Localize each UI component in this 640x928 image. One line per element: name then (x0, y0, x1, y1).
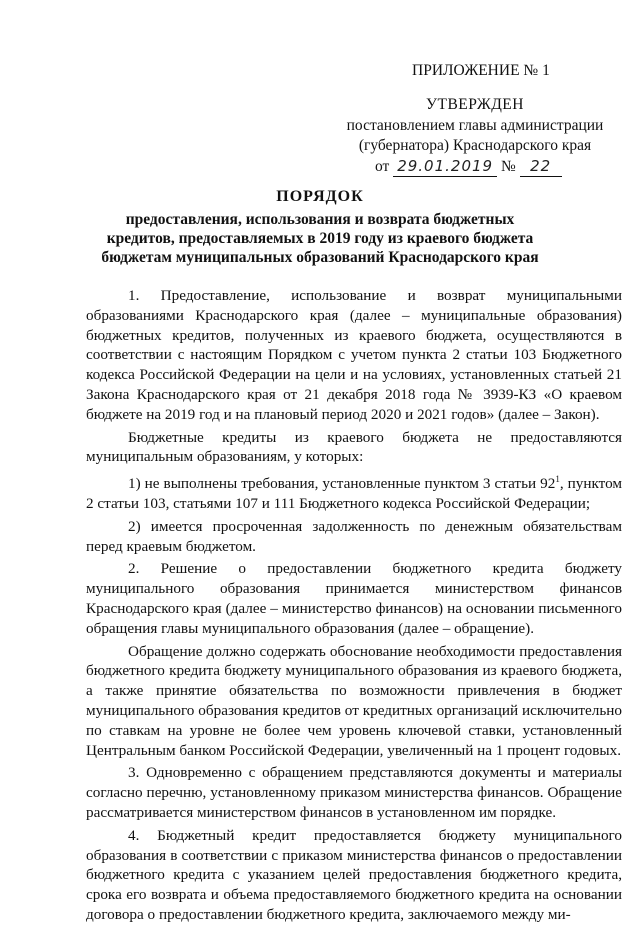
appendix-label: ПРИЛОЖЕНИЕ № 1 (412, 62, 550, 79)
paragraph-3 (86, 470, 622, 514)
handwritten-date: 29.01.2019 (393, 156, 497, 177)
paragraph-4: 2) имеется просроченная задолженность по денежным обязательствам перед краевым бюджетом. (86, 517, 622, 555)
approved-label: УТВЕРЖДЕН (426, 96, 524, 113)
paragraph-3-part-2: , пунктом 2 статьи 103, статьями 107 и 111 Бюджетного кодекса Российской Федерации; (86, 475, 622, 513)
subtitle-line-1: предоставления, использования и возврата бюджетных (125, 211, 515, 228)
title-block (90, 188, 550, 267)
approver-line-2: (губернатора) Краснодарского края (358, 137, 592, 154)
paragraph-2: Бюджетные кредиты из краевого бюджета не предоставляются муниципальным образованиям, у которых: (86, 428, 622, 466)
subtitle-line-3: бюджетам муниципальных образований Краснодарского края (101, 249, 539, 266)
number-label: № (500, 158, 516, 175)
paragraph-1: 1. Предоставление, использование и возврат муниципальными образованиями Краснодарского края (далее – муниципальные образования) бюджетных кредитов, полученных из краевого бюджета, осуществляются в соответствии с настоящим Порядком с учетом пункта 2 статьи 103 Бюджетного кодекса Российской Федерации на цели и на условиях, установленных статьей 21 Закона Краснодарского края от 21 декабря 2018 года № 3939-КЗ «О краевом бюджете на 2019 год и на плановый период 2020 и 2021 годов» (далее – Закон). (86, 287, 622, 423)
paragraph-3-part-1: 1) не выполнены требования, установленные пунктом 3 статьи 92 (128, 475, 556, 493)
approver-line-1: постановлением главы администрации (346, 117, 604, 134)
paragraph-5: 2. Решение о предоставлении бюджетного кредита бюджету муниципального образования принимается министерством финансов Краснодарского края (далее – министерство финансов) на основании письменного обращения главы муниципального образования (далее – обращение). (86, 560, 622, 637)
paragraph-8: 4. Бюджетный кредит предоставляется бюджету муниципального образования в соответствии с приказом министерства финансов о предоставлении бюджетного кредита с указанием целей предоставления бюджетного кредита, срока его возврата и объема предоставляемого бюджетного кредита на основании договора о предоставлении бюджетного кредита, заключаемого между ми- (86, 826, 622, 923)
superscript-1: 1 (555, 474, 560, 485)
date-number-line (340, 156, 610, 177)
document-title: ПОРЯДОК (276, 188, 364, 205)
body-text (86, 286, 622, 928)
paragraph-6: Обращение должно содержать обоснование необходимости предоставления бюджетного кредита бюджету муниципального образования из краевого бюджета, а также принятие обязательства по возможности привлечения в бюджет муниципального образования кредитов от кредитных организаций исключительно по ставкам на уровне не более чем уровень ключевой ставки, установленный Центральным банком Российской Федерации, увеличенный на 1 процент годовых. (86, 642, 622, 759)
subtitle-line-2: кредитов, предоставляемых в 2019 году из краевого бюджета (106, 230, 534, 247)
approval-block (340, 95, 610, 177)
from-label: от (375, 158, 390, 175)
paragraph-7: 3. Одновременно с обращением представляются документы и материалы согласно перечню, установленному приказом министерства финансов. Обращение рассматривается министерством финансов в установленном им порядке. (86, 764, 622, 821)
handwritten-number: 22 (520, 156, 562, 177)
